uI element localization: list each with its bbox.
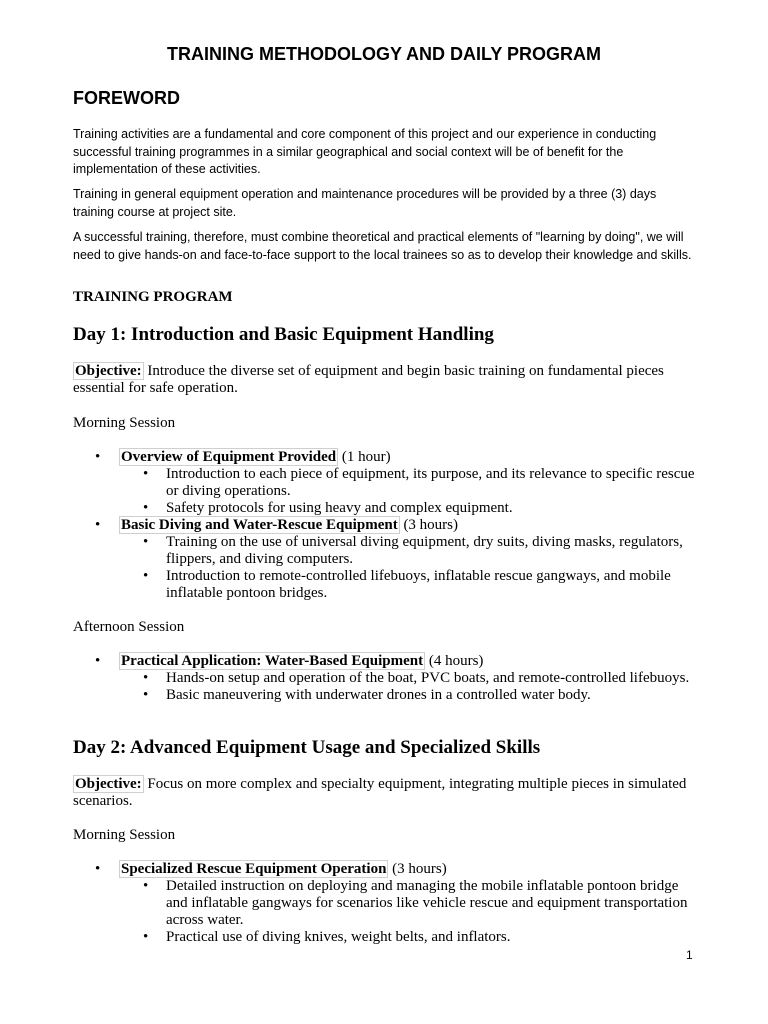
day1-afternoon-list xyxy=(73,653,698,704)
sub-list-item: • Practical use of diving knives, weight belts, and inflators. xyxy=(119,929,698,946)
day2-morning-session-label: Morning Session xyxy=(73,827,176,843)
page-number: 1 xyxy=(686,948,693,962)
item-duration: (3 hours) xyxy=(388,861,447,877)
list-item xyxy=(73,517,698,602)
item-title: Overview of Equipment Provided xyxy=(121,449,337,465)
item-duration: (1 hour) xyxy=(338,449,391,465)
sub-list xyxy=(119,466,698,517)
item-duration: (3 hours) xyxy=(399,517,459,533)
day2-objective xyxy=(73,776,698,810)
objective-label: Objective: xyxy=(75,363,142,379)
training-program-heading: TRAINING PROGRAM xyxy=(73,289,233,305)
sub-list-item: • Hands-on setup and operation of the boat, PVC boats, and remote-controlled lifebuoys. xyxy=(119,670,698,687)
objective-label: Objective: xyxy=(75,776,142,792)
day1-heading: Day 1: Introduction and Basic Equipment Handling xyxy=(73,324,494,345)
foreword-paragraph: Training activities are a fundamental and core component of this project and our experience in conducting successful training programmes in a similar geographical and social context will be of benefit for the implementation of these activities. xyxy=(73,127,657,176)
sub-list-item: • Introduction to remote-controlled lifebuoys, inflatable rescue gangways, and mobile inflatable pontoon bridges. xyxy=(119,568,698,602)
day1-morning-session-label: Morning Session xyxy=(73,415,176,431)
foreword-paragraph: Training in general equipment operation and maintenance procedures will be provided by a three (3) days training course at project site. xyxy=(73,187,657,219)
item-title: Basic Diving and Water-Rescue Equipment xyxy=(121,517,398,533)
day1-morning-list xyxy=(73,449,698,602)
foreword-heading: FOREWORD xyxy=(73,88,180,108)
sub-list xyxy=(119,534,698,602)
item-title: Specialized Rescue Equipment Operation xyxy=(121,861,387,877)
sub-list-item: • Basic maneuvering with underwater drones in a controlled water body. xyxy=(119,687,698,704)
objective-text: Focus on more complex and specialty equipment, integrating multiple pieces in simulated scenarios. xyxy=(73,776,687,809)
sub-list-item: • Introduction to each piece of equipment, its purpose, and its relevance to specific rescue or diving operations. xyxy=(119,466,698,500)
list-item xyxy=(73,449,698,517)
item-duration: (4 hours) xyxy=(425,653,484,669)
day1-objective xyxy=(73,363,698,397)
document-title: TRAINING METHODOLOGY AND DAILY PROGRAM xyxy=(166,44,602,64)
sub-list-item: • Safety protocols for using heavy and complex equipment. xyxy=(119,500,698,517)
day2-heading: Day 2: Advanced Equipment Usage and Specialized Skills xyxy=(73,737,541,758)
foreword-paragraph: A successful training, therefore, must combine theoretical and practical elements of "learning by doing", we will need to give hands-on and face-to-face support to the local trainees so as to develop their knowledge and skills. xyxy=(73,230,692,262)
objective-text: Introduce the diverse set of equipment and begin basic training on fundamental pieces essential for safe operation. xyxy=(73,363,664,396)
sub-list-item: • Detailed instruction on deploying and managing the mobile inflatable pontoon bridge and inflatable gangways for scenarios like vehicle rescue and equipment transportation across water. xyxy=(119,878,698,929)
list-item xyxy=(73,861,698,946)
list-item xyxy=(73,653,698,704)
sub-list-item: • Training on the use of universal diving equipment, dry suits, diving masks, regulators, flippers, and diving computers. xyxy=(119,534,698,568)
day2-morning-list xyxy=(73,861,698,946)
sub-list xyxy=(119,670,698,704)
sub-list xyxy=(119,878,698,946)
item-title: Practical Application: Water-Based Equipment xyxy=(121,653,424,669)
day1-afternoon-session-label: Afternoon Session xyxy=(73,619,185,635)
